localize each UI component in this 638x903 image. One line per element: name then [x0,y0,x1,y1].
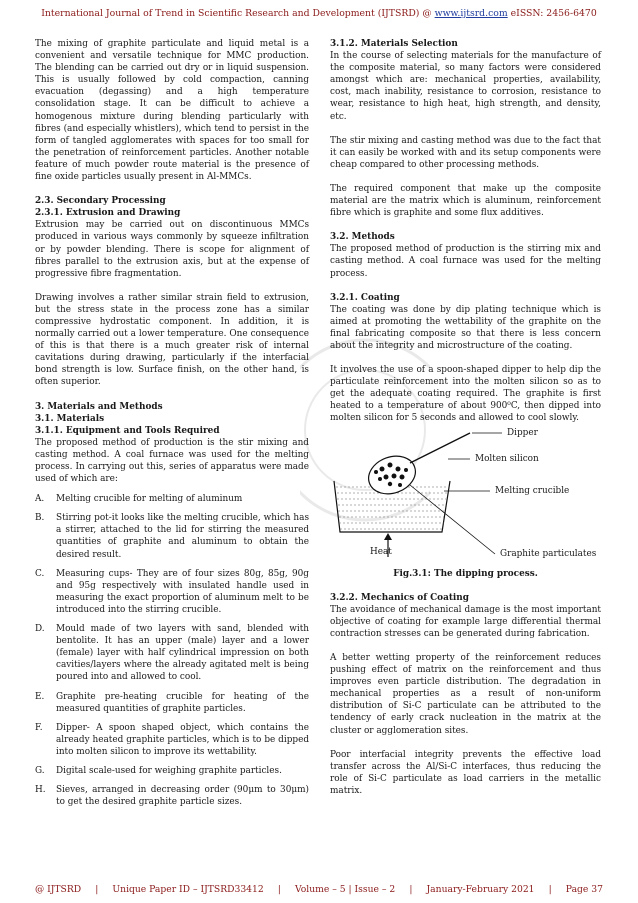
list-marker: B. [35,513,45,524]
list-item [35,691,309,715]
list-item [35,784,309,808]
list-item [35,765,309,777]
figure-caption: Fig.3.1: The dipping process. [393,568,538,579]
list-text: Melting crucible for melting of aluminum [56,494,243,505]
list-item [35,568,309,616]
footer-paper-id: Unique Paper ID – IJTSRD33412 [112,884,264,895]
equipment-list [35,493,309,808]
heading-mechanics-coating: 3.2.2. Mechanics of Coating [330,592,469,603]
paragraph-stir-mixing: The stir mixing and casting method was due to the fact that it can easily be worked with and its setup components were cheap compared to other processing methods. [330,135,601,170]
list-marker: E. [35,691,45,702]
paragraph-dipper: It involves the use of a spoon-shaped dipper to help dip the particulate reinforcement into the molten silicon so as to get the adequate coating required. The graphite is first heated to a temperature of about 900⁰C, then dipped into molten silicon for 5 seconds and allowed to cool slowly. [330,365,601,424]
heading-extrusion-drawing: 2.3.1. Extrusion and Drawing [35,208,181,219]
dipping-process-figure [330,429,601,564]
list-text: Measuring cups- They are of four sizes 80g, 85g, 90g and 95g respectively with insulated handle used in measuring the exact proportion of aluminum melt to be introduced into the stirring crucible. [56,568,309,615]
list-marker: F. [35,722,43,733]
footer-separator: | [277,884,281,895]
paragraph-mechanical-damage: The avoidance of mechanical damage is the most important objective of coating for example large differential thermal contraction stresses can be generated during fabrication. [330,604,601,639]
label-graphite-particulates: Graphite particulates [500,548,597,559]
label-melting-crucible: Melting crucible [495,485,570,496]
heading-equipment-tools: 3.1.1. Equipment and Tools Required [35,425,220,436]
dipper-handle-shape [410,433,470,463]
paragraph-wetting: A better wetting property of the reinforcement reduces pushing effect of matrix on the reinforcement and thus improves even particle distribution. The degradation in mechanical properties as a result of non-uniform distribution of Si-C particulate can be attributed to the tendency of early crack nucleation in the matrix at the cluster or agglomeration sites. [330,653,601,736]
list-text: Digital scale-used for weighing graphite particles. [56,765,282,776]
heading-secondary-processing: 2.3. Secondary Processing [35,196,166,207]
list-text: Dipper- A spoon shaped object, which contains the already heated graphite particles, which is to be dipped into molten silicon to improve its wettability. [56,722,309,757]
footer-date: January-February 2021 [426,884,535,895]
paragraph-coating: The coating was done by dip plating technique which is aimed at promoting the wettability of the graphite on the final fabricating composite so that there is less concern about the integrity and microstructure of the coating. [330,304,601,351]
page-footer [35,884,603,895]
list-text: Graphite pre-heating crucible for heating of the measured quantities of graphite particles. [56,691,309,714]
list-marker: G. [35,765,45,776]
footer-separator: | [95,884,99,895]
paragraph-production-method: The proposed method of production is the stirring mix and casting method. A coal furnace was used for the melting process. [330,244,601,279]
label-molten-silicon: Molten silicon [475,453,539,464]
heading-materials: 3.1. Materials [35,413,105,424]
footer-page-number: Page 37 [565,884,603,895]
footer-journal: @ IJTSRD [35,884,82,895]
list-marker: C. [35,568,45,579]
paragraph-components: The required component that make up the composite material are the matrix which is aluminum, reinforcement fibre which is graphite and some flux additives. [330,183,601,219]
left-column [35,38,309,815]
paragraph-selection-factors: In the course of selecting materials for the manufacture of the composite material, so many factors were considered amongst which are: mechanical properties, availability, cost, mach inability, resistance to corrosion, resistance to wear, resistance to high heat, high strength, and density, etc. [330,51,601,122]
list-item [35,623,309,683]
list-item [35,722,309,758]
paragraph-powder-mixing: The mixing of graphite particulate and liquid metal is a convenient and versatile technique for MMC production. The blending can be carried out dry or in liquid suspension. This is usually followed by cold compaction, canning evacuation (degassing) and a high temperature consolidation stage. It can be difficult to achieve a homogenous mixture during blending particularly with fibres (and especially whistlers), which tend to persist in the form of tangled agglomerates with spaces for too small for the penetration of reinforcement particles. Another notable feature of much powder route material is the presence of fine oxide particles usually present in Al-MMCs. [35,39,309,183]
paragraph-drawing: Drawing involves a rather similar strain field to extrusion, but the stress state in the process zone has a similar compressive hydrostatic component. In addition, it is normally carried out a lower temperature. One consequence of this is that there is a much greater risk of internal cavitations during drawing, particularly if the interfacial bond strength is low. Surface finish, on the other hand, is often superior. [35,292,309,388]
label-dipper: Dipper [507,427,538,438]
paragraph-interfacial: Poor interfacial integrity prevents the effective load transfer across the Al/Si-C interfaces, thus reducing the role of Si-C particulate as load carriers in the metallic matrix. [330,749,601,796]
list-marker: A. [35,494,45,505]
list-text: Sieves, arranged in decreasing order (90μm to 30μm) to get the desired graphite particle sizes. [56,785,309,808]
label-heat: Heat [370,546,392,557]
paragraph-extrusion: Extrusion may be carried out on discontinuous MMCs produced in various ways commonly by squeeze infiltration or by powder blending. There is scope for alignment of fibres parallel to the extrusion axis, but at the expense of progressive fibre fragmentation. [35,220,309,279]
heading-methods: 3.2. Methods [330,232,395,243]
header-issn: eISSN: 2456-6470 [507,8,597,19]
list-text: Mould made of two layers with sand, blended with bentolite. It has an upper (male) layer and a lower (female) layer with half cylindrical impression on both cavities/layers where the already agitated melt is being poured into and allowed to cool. [56,624,309,683]
footer-separator: | [548,884,552,895]
header-journal-text: International Journal of Trend in Scientific Research and Development (IJTSRD) @ [41,8,435,19]
right-column [330,38,601,797]
heading-coating: 3.2.1. Coating [330,292,400,303]
list-marker: H. [35,785,46,796]
footer-volume-issue: Volume – 5 | Issue – 2 [294,884,396,895]
footer-separator: | [409,884,413,895]
paragraph-proposed-method: The proposed method of production is the stir mixing and casting method. A coal furnace was used for the melting process. In carrying out this, series of apparatus were made used of which are: [35,437,309,485]
running-header [0,8,638,19]
heading-materials-methods: 3. Materials and Methods [35,401,163,412]
list-item [35,512,309,560]
list-item [35,493,309,505]
list-text: Stirring pot-it looks like the melting crucible, which has a stirrer, attached to the lid for stirring the measured quantities of graphite and aluminum to obtain the desired result. [56,513,309,560]
heading-materials-selection: 3.1.2. Materials Selection [330,39,458,49]
list-marker: D. [35,624,45,635]
header-website-link[interactable]: www.ijtsrd.com [434,8,508,19]
